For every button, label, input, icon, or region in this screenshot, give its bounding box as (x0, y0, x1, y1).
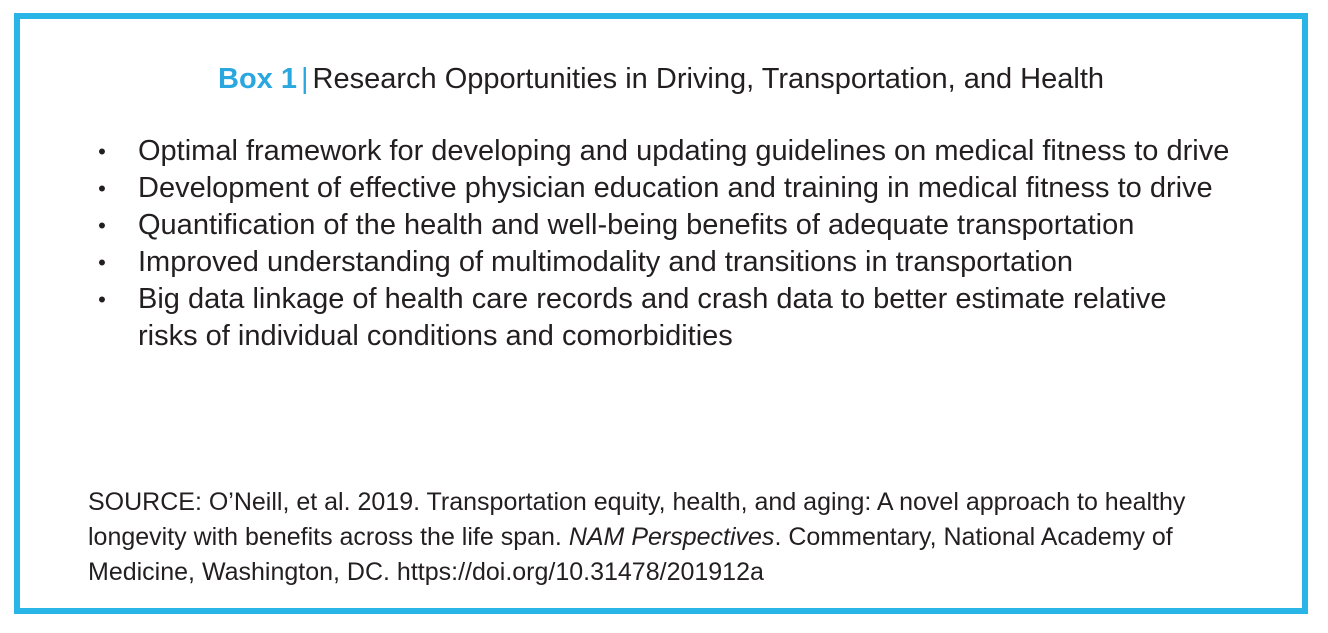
list-item-text: Improved understanding of multimodality and transitions in transportation (138, 246, 1073, 278)
list-item (92, 170, 1232, 207)
box-label: Box 1 (218, 63, 297, 95)
bullet-icon: • (98, 250, 106, 275)
box-frame (14, 13, 1308, 614)
bullet-icon: • (98, 213, 106, 238)
list-item (92, 207, 1232, 244)
box-title (20, 59, 1302, 99)
list-item (92, 244, 1232, 281)
title-separator: | (300, 63, 309, 95)
bullet-icon: • (98, 287, 106, 312)
list-item-text: Big data linkage of health care records and crash data to better estimate relative risks of individual conditions and comorbidities (138, 283, 1167, 352)
list-item (92, 133, 1232, 170)
list-item-text: Quantification of the health and well-being benefits of adequate transportation (138, 209, 1135, 241)
list-item-text: Development of effective physician education and training in medical fitness to drive (138, 172, 1213, 204)
source-citation (88, 485, 1278, 590)
bullet-icon: • (98, 176, 106, 201)
list-item-text: Optimal framework for developing and updating guidelines on medical fitness to drive (138, 135, 1230, 167)
source-suffix: . Commentary, National Academy of Medicine, Washington, DC. https://doi.org/10.31478/201912a (88, 523, 1173, 586)
bullet-icon: • (98, 139, 106, 164)
opportunity-list (92, 133, 1232, 355)
journal-name: NAM Perspectives (568, 523, 775, 551)
box-title-text: Research Opportunities in Driving, Transportation, and Health (312, 63, 1104, 95)
source-prefix: SOURCE: O’Neill, et al. 2019. Transportation equity, health, and aging: A novel approach to healthy longevity with benefits across the life span. (88, 488, 1186, 551)
list-item (92, 281, 1232, 355)
